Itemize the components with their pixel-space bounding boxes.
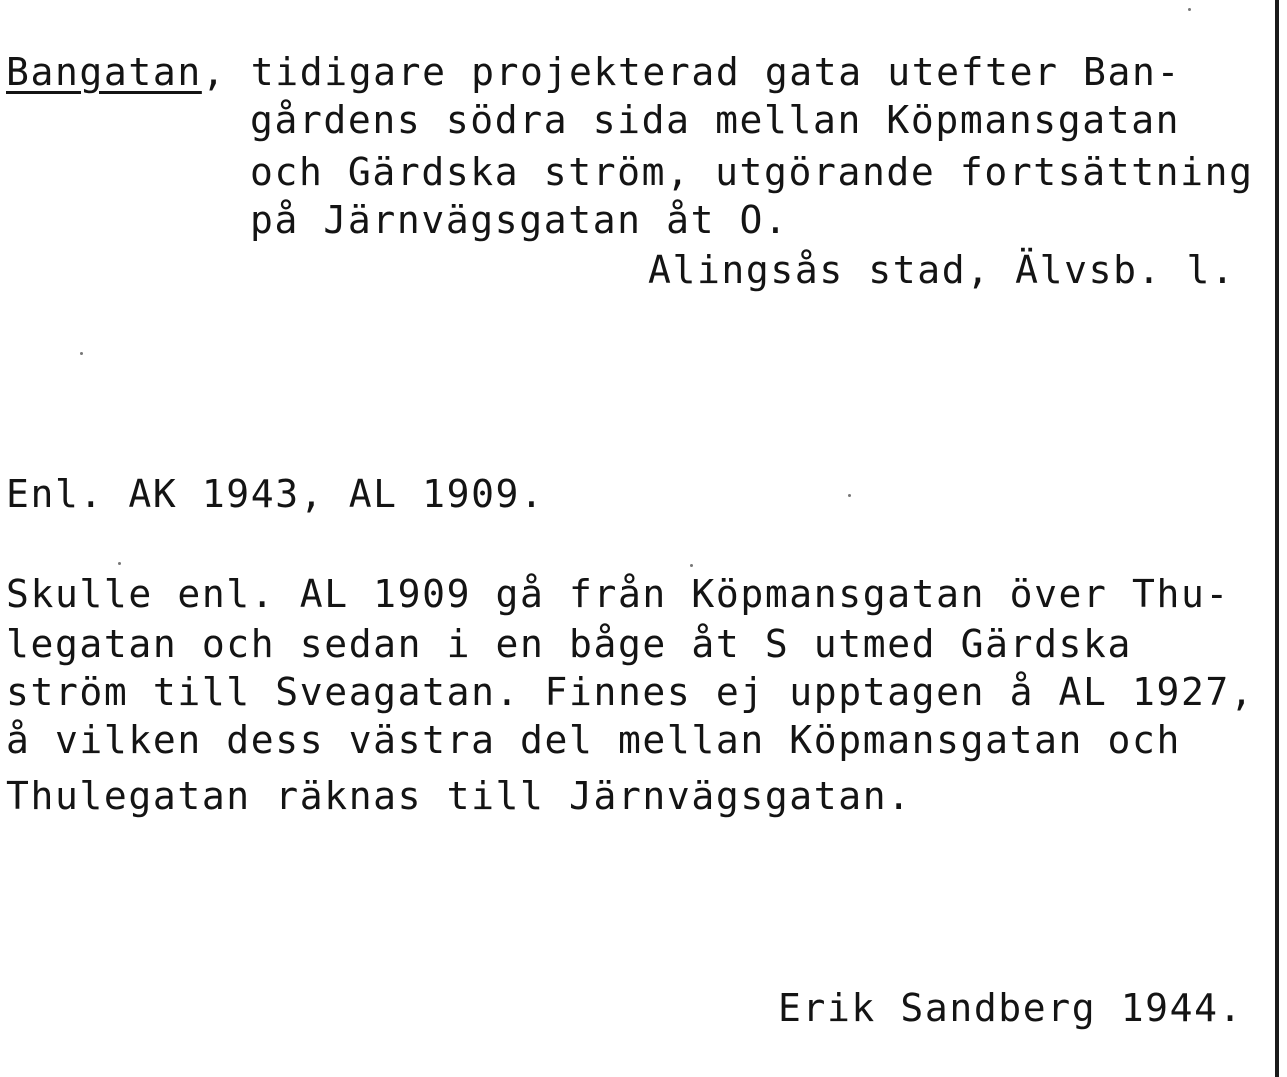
scan-speck	[848, 494, 851, 497]
entry-line-1-text: , tidigare projekterad gata utefter Ban-	[201, 50, 1181, 94]
note-line-2: legatan och sedan i en båge åt S utmed Gärdska	[6, 622, 1132, 666]
entry-line-2: gårdens södra sida mellan Köpmansgatan	[250, 98, 1181, 142]
note-line-4: å vilken dess västra del mellan Köpmansgatan och	[6, 718, 1181, 762]
scan-speck	[1188, 8, 1191, 11]
headword: Bangatan	[6, 50, 202, 94]
sources-line: Enl. AK 1943, AL 1909.	[6, 472, 545, 516]
note-line-3: ström till Sveagatan. Finnes ej upptagen å AL 1927,	[6, 670, 1255, 714]
note-line-5: Thulegatan räknas till Järnvägsgatan.	[6, 774, 912, 818]
scan-speck	[80, 352, 83, 355]
scan-speck	[118, 562, 121, 565]
signature-line: Erik Sandberg 1944.	[778, 986, 1244, 1030]
note-line-1: Skulle enl. AL 1909 gå från Köpmansgatan över Thu-	[6, 572, 1230, 616]
location-line: Alingsås stad, Älvsb. l.	[648, 248, 1236, 292]
entry-line-4: på Järnvägsgatan åt O.	[250, 198, 789, 242]
scan-speck	[690, 564, 693, 567]
card-edge	[1275, 0, 1279, 1077]
entry-line-3: och Gärdska ström, utgörande fortsättning	[250, 150, 1254, 194]
entry-line-1	[6, 48, 1181, 96]
